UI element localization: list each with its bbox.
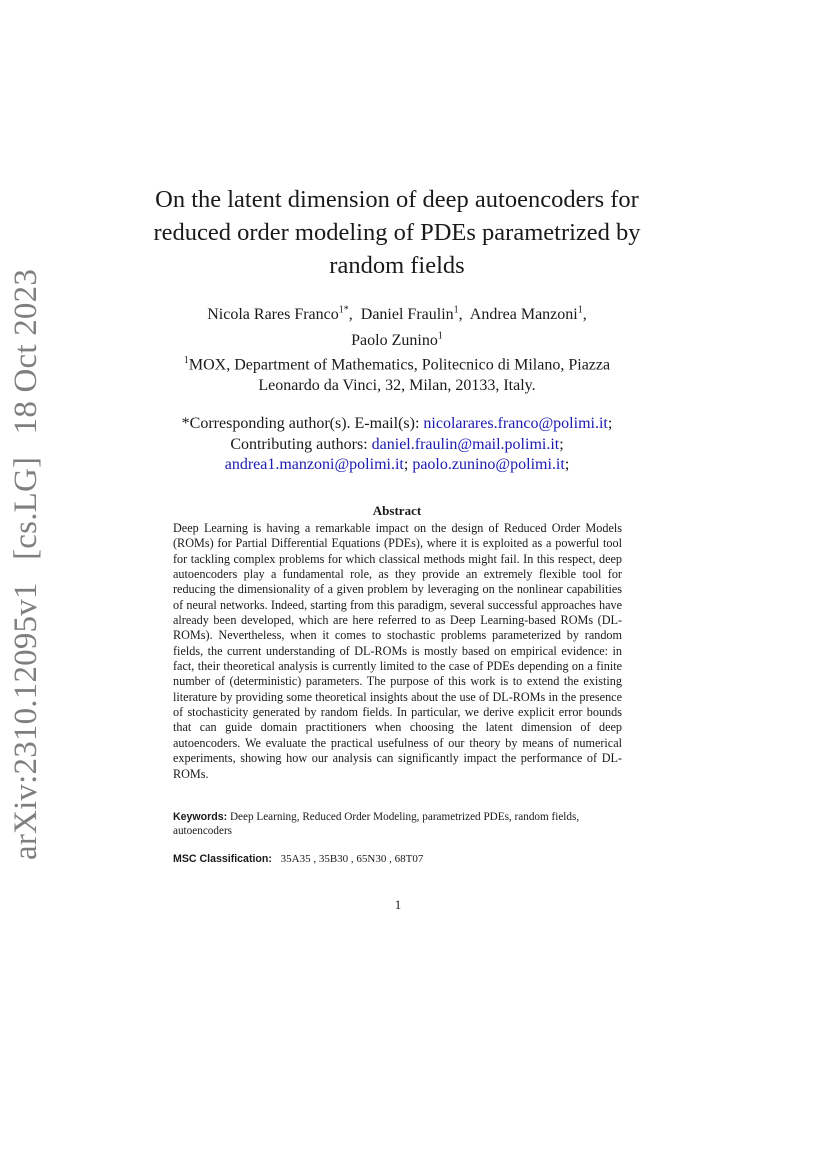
author-franco: Nicola Rares Franco$^{1*}$,: [207, 305, 353, 324]
author-affiliation-mark: 1: [577, 305, 583, 316]
affiliation-line-1: MOX, Department of Mathematics, Politecnico di Milano, Piazza: [188, 356, 611, 374]
author-name: Paolo Zunino: [351, 331, 438, 349]
author-manzoni: Andrea Manzoni$^1$,: [469, 305, 587, 324]
arxiv-category: [cs.LG]: [8, 456, 44, 560]
title-line-1: On the latent dimension of deep autoencoders for: [155, 186, 639, 213]
author-affiliation-mark: 1*: [338, 305, 349, 316]
author-affiliation-mark: 1: [437, 330, 443, 342]
arxiv-date: 18 Oct 2023: [8, 268, 44, 435]
corresponding-email-link[interactable]: nicolarares.franco@polimi.it: [423, 415, 608, 432]
keywords-label: Keywords:: [173, 811, 228, 823]
corresponding-label: *Corresponding author(s). E-mail(s):: [181, 415, 420, 432]
affiliation: [120, 350, 674, 396]
paper-title: [120, 183, 674, 282]
abstract-text: Deep Learning is having a remarkable impact on the design of Reduced Order Models (ROMs) for Partial Differential Equations (PDEs), where it is exploited as a powerful tool for tackling complex problems for which classical methods might fail. In this respect, deep autoencoders play a fundamental role, as they provide an extremely flexible tool for reducing the dimensionality of a given problem by leveraging on the nonlinear capabilities of neural networks. Indeed, starting from this paradigm, several successful approaches have already been developed, which are here referred to as Deep Learning-based ROMs (DL-ROMs). Nevertheless, when it comes to stochastic problems parameterized by random fields, the current understanding of DL-ROMs is mostly based on empirical evidence: in fact, their theoretical analysis is currently limited to the case of PDEs depending on a finite number of (deterministic) parameters. The purpose of this work is to extend the existing literature by providing some theoretical insights about the use of DL-ROMs in the presence of stochasticity generated by random fields. In particular, we derive explicit error bounds that can guide domain practitioners when choosing the latent dimension of deep autoencoders. We evaluate the practical usefulness of our theory by means of numerical experiments, showing how our analysis can significantly impact the performance of DL-ROMs.: [173, 521, 622, 781]
author-name: Andrea Manzoni: [469, 306, 578, 324]
keywords: [173, 811, 622, 838]
author-name: Daniel Fraulin: [360, 306, 454, 324]
msc-codes: 35A35 , 35B30 , 65N30 , 68T07: [280, 853, 424, 865]
author-zunino: [351, 332, 443, 349]
affiliation-line-2: Leonardo da Vinci, 32, Milan, 20133, Italy.: [258, 377, 536, 395]
email-link-zunino[interactable]: paolo.zunino@polimi.it: [412, 456, 565, 473]
arxiv-id: arXiv:2310.12095v1: [8, 582, 44, 860]
title-line-3: random fields: [329, 252, 465, 279]
msc-classification: [173, 853, 622, 865]
title-line-2: reduced order modeling of PDEs parametrized by: [153, 219, 641, 246]
contact-emails: *Corresponding author(s). E-mail(s): nicolarares.franco@polimi.it; Contributing authors: daniel.fraulin@mail.polimi.it; andrea1.manzoni@polimi.it; paolo.zunino@polimi.it;: [181, 415, 613, 473]
author-fraulin: Daniel Fraulin$^1$,: [360, 305, 463, 324]
arxiv-sidebar-stamp: [8, 255, 45, 860]
email-link-manzoni[interactable]: andrea1.manzoni@polimi.it: [224, 456, 404, 473]
page-number: 1: [394, 897, 402, 912]
abstract-heading: Abstract: [372, 503, 422, 518]
contributing-label: Contributing authors:: [230, 435, 368, 453]
email-link-fraulin[interactable]: daniel.fraulin@mail.polimi.it: [371, 435, 560, 453]
author-affiliation-mark: 1: [453, 305, 459, 316]
keywords-text: Deep Learning, Reduced Order Modeling, parametrized PDEs, random fields, autoencoders: [173, 811, 580, 837]
author-name: Nicola Rares Franco: [207, 306, 339, 324]
affiliation-mark: 1: [183, 355, 189, 366]
author-list: [120, 300, 674, 351]
msc-label: MSC Classification:: [173, 853, 272, 865]
